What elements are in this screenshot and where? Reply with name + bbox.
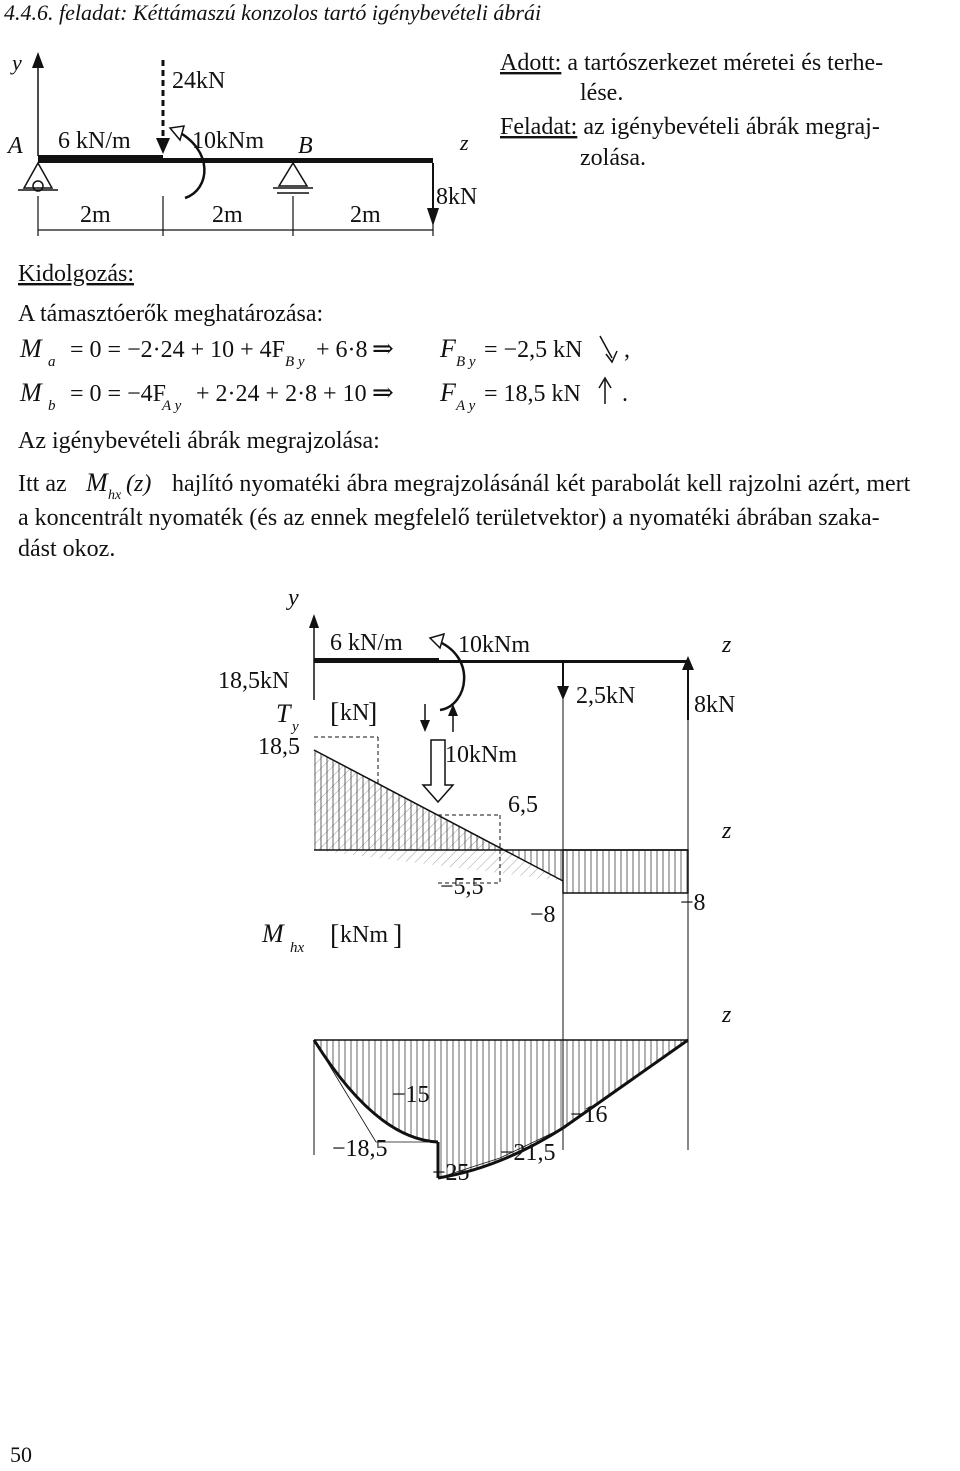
z-label: z: [460, 130, 469, 155]
shear-t-label: T: [276, 699, 291, 728]
svg-text:+ 6·8: + 6·8: [316, 337, 368, 363]
beam: [38, 158, 433, 163]
fig-y-label: y: [288, 585, 299, 611]
svg-text:a koncentrált nyomaték (és az: a koncentrált nyomaték (és az ennek megfelelő területvektor) a nyomatéki ábrában szaka-: [18, 505, 880, 531]
shear-minus-8-right-label: −8: [680, 890, 706, 916]
load-8-label: 8kN: [436, 184, 478, 210]
svg-text:a: a: [48, 354, 56, 370]
moment-arrow-icon: [170, 126, 184, 140]
support-b-icon: [279, 163, 307, 186]
shear-negative-area: [563, 850, 688, 893]
fig-reaction-b-label: 2,5kN: [576, 683, 636, 709]
dim-span-1: 2m: [80, 202, 111, 228]
moment-minus-21-5-label: −21,5: [500, 1140, 556, 1166]
svg-text:A y: A y: [456, 398, 476, 414]
equation-1: [19, 334, 630, 370]
svg-text:y: y: [292, 719, 299, 735]
moment-label: 10kNm: [192, 128, 264, 154]
internal-force-figure: [218, 585, 735, 1186]
y-axis-arrow-icon: [32, 52, 44, 68]
svg-text:= 0 = −2·24 + 10 + 4F: = 0 = −2·24 + 10 + 4F: [70, 337, 286, 363]
y-label: y: [12, 50, 22, 75]
fig-z-label-3: z: [722, 1002, 732, 1028]
svg-text:hajlító nyomatéki ábra megrajz: hajlító nyomatéki ábra megrajzolásánál két parabolát kell rajzolni azért, mert: [172, 471, 911, 497]
svg-text:hx: hx: [290, 940, 305, 956]
reactions-title: A támasztóerők meghatározása:: [18, 301, 324, 327]
fig-moment-arrow-icon: [430, 634, 444, 648]
svg-text:A y: A y: [162, 398, 182, 414]
diagrams-title: Az igénybevételi ábrák megrajzolása:: [18, 428, 380, 454]
moment-jump-label: 10kNm: [445, 742, 517, 768]
svg-text:⇒: ⇒: [372, 334, 394, 363]
paragraph: [18, 468, 911, 562]
fig-z-label-1: z: [722, 632, 732, 658]
page-number: 50: [10, 1442, 32, 1467]
load-24-label: 24kN: [172, 68, 226, 94]
svg-text:(z): (z): [126, 471, 152, 497]
solution-heading: Kidolgozás:: [18, 261, 134, 287]
given-task: [500, 50, 883, 171]
shear-6-5-label: 6,5: [508, 792, 538, 818]
given-line-2: lése.: [580, 80, 624, 106]
equation-2: [19, 378, 628, 414]
svg-text:]: ]: [393, 920, 403, 951]
svg-text:B y: B y: [285, 354, 305, 370]
support-a-icon: [24, 163, 52, 188]
load-24-arrow-icon: [156, 138, 170, 154]
section-title: 4.4.6. feladat: Kéttámaszú konzolos tartó igénybevételi ábrái: [4, 0, 542, 25]
dim-span-2: 2m: [212, 202, 243, 228]
svg-text:+ 2·24 + 2·8 + 10: + 2·24 + 2·8 + 10: [196, 381, 367, 407]
svg-text:= 0 = −4F: = 0 = −4F: [70, 381, 166, 407]
svg-text:⇒: ⇒: [372, 378, 394, 407]
svg-text:F: F: [440, 378, 456, 407]
given-line-1: Adott: a tartószerkezet méretei és terhe-: [500, 50, 884, 76]
fig-load-8-label: 8kN: [694, 692, 736, 718]
moment-unit: kNm: [340, 922, 388, 948]
svg-text:Itt az: Itt az: [18, 471, 67, 497]
task-line-1: Feladat: az igénybevételi ábrák megraj-: [500, 114, 880, 140]
svg-text:.: .: [622, 381, 628, 407]
svg-text:M: M: [20, 334, 42, 363]
moment-minus-16-label: −16: [570, 1102, 608, 1128]
svg-text:F: F: [440, 334, 456, 363]
svg-text:B y: B y: [456, 354, 476, 370]
support-a-label: A: [8, 133, 23, 159]
svg-text:dást okoz.: dást okoz.: [18, 536, 116, 562]
moment-m-label: M: [262, 919, 284, 948]
task-line-2: zolása.: [580, 145, 646, 171]
shear-minus-5-5-label: −5,5: [440, 874, 484, 900]
moment-minus-15-label: −15: [392, 1082, 430, 1108]
shear-minus-8-label: −8: [530, 902, 556, 928]
moment-minus-18-5-label: −18,5: [332, 1136, 388, 1162]
moment-minus-25-label: −25: [432, 1160, 470, 1186]
svg-text:]: ]: [368, 698, 378, 729]
shear-18-5-label: 18,5: [258, 734, 300, 760]
fig-reaction-a-label: 18,5kN: [218, 668, 290, 694]
fig-dist-label: 6 kN/m: [330, 630, 403, 656]
fig-moment-top: 10kNm: [458, 632, 530, 658]
small-down-arrow-icon: [420, 720, 430, 732]
fig-z-label-2: z: [722, 818, 732, 844]
svg-text:= −2,5 kN: = −2,5 kN: [484, 337, 583, 363]
support-b-label: B: [298, 133, 313, 159]
svg-text:b: b: [48, 398, 56, 414]
shear-unit: kN: [340, 700, 370, 726]
svg-text:= 18,5 kN: = 18,5 kN: [484, 381, 581, 407]
svg-text:,: ,: [624, 337, 630, 363]
dist-load-label: 6 kN/m: [58, 128, 131, 154]
problem-figure: [6, 50, 477, 236]
dim-span-3: 2m: [350, 202, 381, 228]
svg-text:[: [: [330, 920, 340, 951]
fig-beam: [314, 660, 688, 663]
svg-text:hx: hx: [108, 488, 122, 503]
svg-text:M: M: [86, 468, 108, 497]
svg-text:M: M: [20, 378, 42, 407]
svg-text:[: [: [330, 698, 340, 729]
